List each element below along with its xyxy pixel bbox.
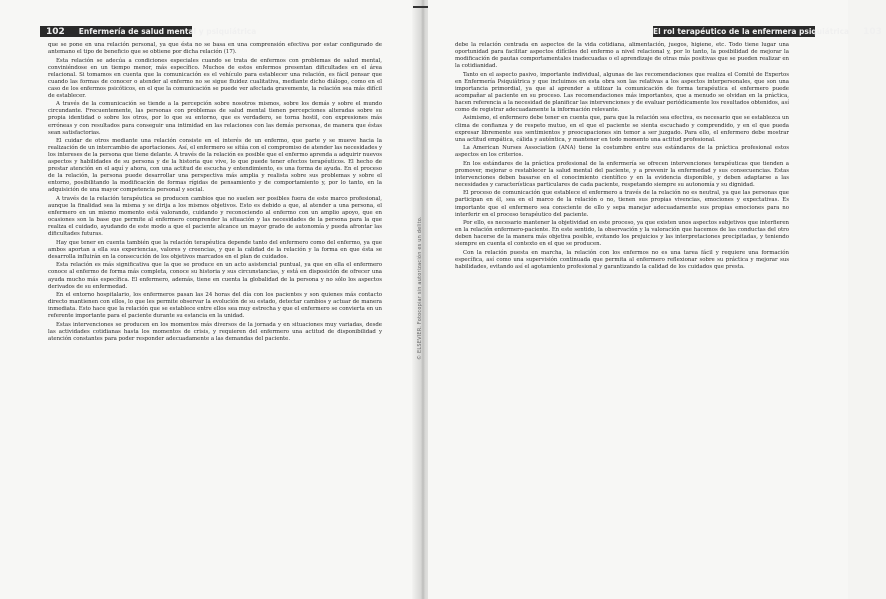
- paragraph: El cuidar de otros mediante una relación consiste en el interés de un enfermo, que parte y se mueve hacia la realización de un intercambio de aportaciones. Así, el enfermero se sitúa con el compromiso de atender las necesidades y los intereses de la persona que tiene delante. A través de la relación es posible que el enfermo aprenda a adquirir nuevos aspectos y habilidades de su persona y de la historia que vive, lo que puede tener efectos terapéuticos. El hecho de prestar atención en el aquí y ahora, con una actitud de escucha y entendimiento, es una forma de ayuda. En el proceso de la relación, la persona puede desarrollar una perspectiva más amplia y realista sobre sus problemas y sobre el entorno, posibilitando la modificación de formas rígidas de pensamiento y de comportamiento y, por lo tanto, en la adquisición de una mayor competencia personal y social.: [48, 138, 382, 194]
- paragraph: La American Nurses Association (ANA) tiene la costumbre entre sus estándares de la práctica profesional estos aspectos en los criterios.: [455, 145, 789, 159]
- right-page: [428, 0, 882, 599]
- paragraph: Asimismo, el enfermero debe tener en cuenta que, para que la relación sea efectiva, es necesario que se establezca un clima de confianza y de respeto mutuo, en el que el paciente se sienta escuchado y comprendido, y en el que pueda expresar libremente sus sentimientos y preocupaciones sin temor a ser juzgado. Para ello, el enfermero debe mostrar una actitud empática, cálida y auténtica, y mantener en todo momento una actitud profesional.: [455, 115, 789, 143]
- paragraph: Tanto en el aspecto pasivo, importante individual, algunas de las recomendaciones que realiza el Comité de Expertos en Enfermería Psiquiátrica y que incluimos en esta obra son las relativas a los aspectos interpersonales, que son una importancia primordial, ya que al aprender a utilizar la comunicación de forma terapéutica el enfermero puede acompañar al paciente en su proceso. Las recomendaciones más importantes, que a menudo se olvidan en la práctica, hacen referencia a la necesidad de planificar las intervenciones y de evaluar periódicamente los resultados obtenidos, así como de registrar adecuadamente la información relevante.: [455, 71, 789, 113]
- paragraph: que se pone en una relación personal, ya que ésta no se basa en una comprensión efectiva por estar configurado de antemano el tipo de beneficio que se obtiene por dicha relación (17).: [48, 42, 382, 56]
- paragraph: A través de la relación terapéutica se producen cambios que no suelen ser posibles fuera de este marco profesional, aunque la finalidad sea la misma y se dirija a los mismos objetivos. Esto es debido a que, al atender a una persona, el enfermero en un mismo momento está valorando, cuidando y reconociendo al enfermo con un amplio apoyo, que en ocasiones son la base que permite al enfermero comprender la situación y las necesidades de la persona para la que realiza el cuidado, ayudando de este modo a que el paciente alcance un mayor grado de autonomía y pueda afrontar las dificultades futuras.: [48, 195, 382, 238]
- right-page-number: 103: [863, 27, 882, 37]
- paragraph: Hay que tener en cuenta también que la relación terapéutica depende tanto del enfermero como del enfermo, ya que ambos aportan a ella sus experiencias, valores y creencias, y que la calidad de la relación y la forma en que ésta se desarrolla influirán en la consecución de los objetivos marcados en el plan de cuidados.: [48, 239, 382, 260]
- paragraph: Esta relación se adecúa a condiciones especiales cuando se trata de enfermos con problemas de salud mental, conviniéndose en un tiempo menor, más específico. Muchos de estos enfermos presentan dificultades en el área relacional. Si tomamos en cuenta que la comunicación es el vehículo para establecer una relación, es fácil pensar que cuando las formas de conocer o atender al enfermo no se sigue fluidez cualitativa, mediante dicho diálogo, como en el caso de los enfermos psicóticos, en el que la comunicación se puede ver afectada gravemente, la relación sea más difícil de establecer.: [48, 57, 382, 99]
- left-body-text: [48, 42, 382, 343]
- paragraph: debe la relación centrada en aspectos de la vida cotidiana, alimentación, juegos, higiene, etc. Todo tiene lugar una oportunidad para facilitar aspectos difíciles del enfermo a nivel relacional y, por lo tanto, la posibilidad de mejorar la modificación de pautas comportamentales inadecuadas o el aprendizaje de otras más positivas que se pueden realizar en la cotidianidad.: [455, 42, 789, 70]
- paragraph: Por ello, es necesario mantener la objetividad en este proceso, ya que existen unos aspectos subjetivos que interfieren en la relación enfermero-paciente. En este sentido, la observación y la valoración que hacemos de las conductas del otro deben hacerse de la manera más objetiva posible, evitando los prejuicios y las interpretaciones precipitadas, y teniendo siempre en cuenta el contexto en el que se producen.: [455, 220, 789, 248]
- left-page-number: 102: [46, 27, 65, 37]
- left-running-head: [40, 26, 257, 37]
- copyright-note: © ELSEVIER. Fotocopiar sin autorización es un delito.: [417, 216, 423, 360]
- right-running-head: [653, 26, 882, 37]
- left-page: [0, 0, 418, 599]
- paragraph: Estas intervenciones se producen en los momentos más diversos de la jornada y en situaciones muy variadas, desde las actividades cotidianas hasta los momentos de crisis, y requieren del enfermero una actitud de disponibilidad y atención constantes para poder responder adecuadamente a las demandas del paciente.: [48, 321, 382, 342]
- paragraph: A través de la comunicación se tiende a la percepción sobre nosotros mismos, sobre los demás y sobre el mundo circundante. Frecuentemente, las personas con problemas de salud mental tienen percepciones alteradas sobre su propia identidad o sobre los otros, por lo que su entorno, que es verdadero, se torna hostil, con expresiones más erróneas y con resultados para conseguir una intimidad en las relaciones con las demás personas, de manera que éstas sean satisfactorias.: [48, 101, 382, 136]
- paragraph: En el entorno hospitalario, los enfermeros pasan las 24 horas del día con los pacientes y son quienes más contacto directo mantienen con ellos, lo que les permite observar la evolución de su estado, detectar cambios y actuar de manera inmediata. Esto hace que la relación que se establece entre ellos sea muy estrecha y que el enfermero se convierta en un referente importante para el paciente durante su estancia en la unidad.: [48, 292, 382, 320]
- paragraph: El proceso de comunicación que establece el enfermero a través de la relación no es neutral, ya que las personas que participan en él, sea en el marco de la relación o no, tienen sus propias vivencias, emociones y expectativas. Es importante que el enfermero sea consciente de ello y sepa manejar adecuadamente sus propias emociones para no interferir en el proceso terapéutico del paciente.: [455, 190, 789, 218]
- right-body-text: [455, 42, 789, 271]
- right-head-title: El rol terapéutico de la enfermera psiquiátrica: [653, 27, 850, 36]
- paragraph: Con la relación puesta en marcha, la relación con los enfermos no es una tarea fácil y requiere una formación específica, así como una supervisión continuada que permita al enfermero reflexionar sobre su práctica y mejorar sus habilidades, evitando así el agotamiento profesional y garantizando la calidad de los cuidados que presta.: [455, 249, 789, 270]
- paragraph: Esta relación es más significativa que la que se produce en un acto asistencial puntual, ya que en ella el enfermero conoce al enfermo de forma más completa, conoce su historia y sus circunstancias, y está en disposición de ofrecer una ayuda mucho más específica. El enfermero, además, tiene en cuenta la globalidad de la persona y no sólo los aspectos derivados de su enfermedad.: [48, 262, 382, 290]
- left-head-title: Enfermería de salud mental y psiquiátrica: [78, 27, 257, 36]
- paragraph: En los estándares de la práctica profesional de la enfermería se ofrecen intervenciones terapéuticas que tienden a promover, mejorar o restablecer la salud mental del paciente, y a prevenir la enfermedad y sus consecuencias. Estas intervenciones deben basarse en el conocimiento científico y en la evidencia disponible, y deben adaptarse a las necesidades y características particulares de cada paciente, respetando siempre su autonomía y su dignidad.: [455, 160, 789, 188]
